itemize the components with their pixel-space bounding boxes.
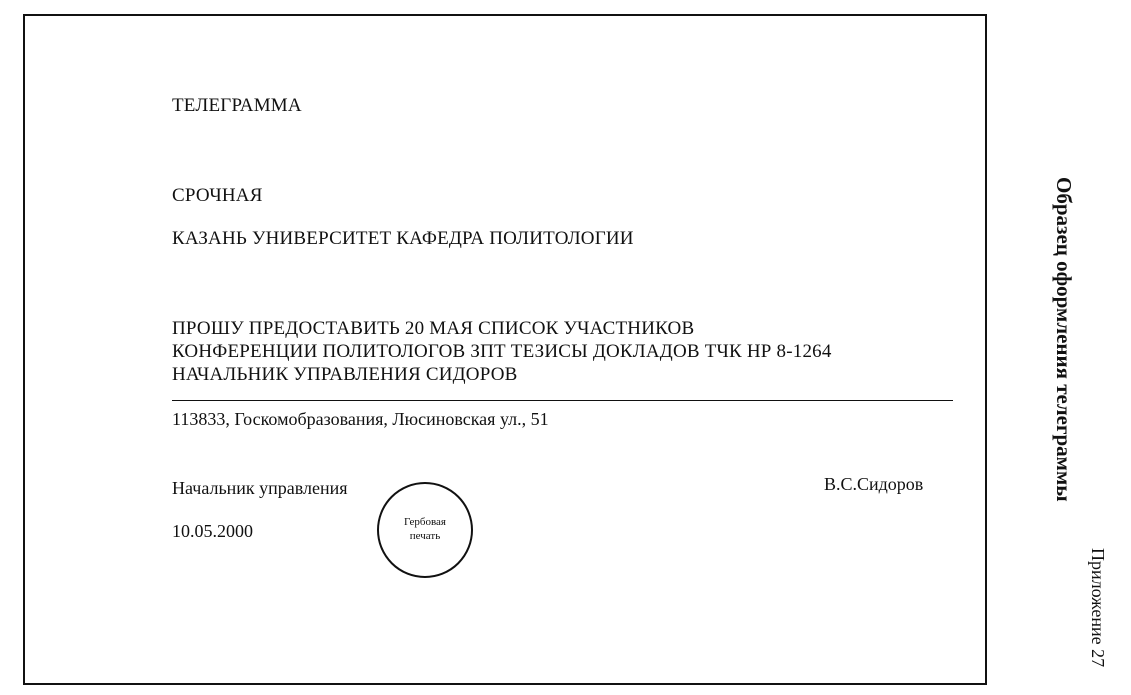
signer-name: В.С.Сидоров <box>824 474 924 494</box>
seal-label: печать <box>409 530 441 542</box>
telegram-category: СРОЧНАЯ <box>172 185 263 206</box>
telegram-heading: ТЕЛЕГРАММА <box>172 95 302 116</box>
side-title: Образец оформления телеграммы <box>1052 177 1076 502</box>
telegram-address: КАЗАНЬ УНИВЕРСИТЕТ КАФЕДРА ПОЛИТОЛОГИИ <box>172 228 634 249</box>
appendix-label: Приложение 27 <box>1088 548 1108 668</box>
sender-address: 113833, Госкомобразования, Люсиновская ул., 51 <box>172 409 549 429</box>
telegram-message-line: НАЧАЛЬНИК УПРАВЛЕНИЯ СИДОРОВ <box>172 364 518 385</box>
separator-line <box>172 400 953 401</box>
official-seal <box>377 482 473 578</box>
telegram-message-line: ПРОШУ ПРЕДОСТАВИТЬ 20 МАЯ СПИСОК УЧАСТНИКОВ <box>172 318 695 339</box>
telegram-date: 10.05.2000 <box>172 521 253 541</box>
seal-label: Гербовая <box>404 516 446 529</box>
signer-position: Начальник управления <box>172 478 348 498</box>
telegram-message-line: КОНФЕРЕНЦИИ ПОЛИТОЛОГОВ ЗПТ ТЕЗИСЫ ДОКЛАДОВ ТЧК НР 8-1264 <box>172 341 832 362</box>
